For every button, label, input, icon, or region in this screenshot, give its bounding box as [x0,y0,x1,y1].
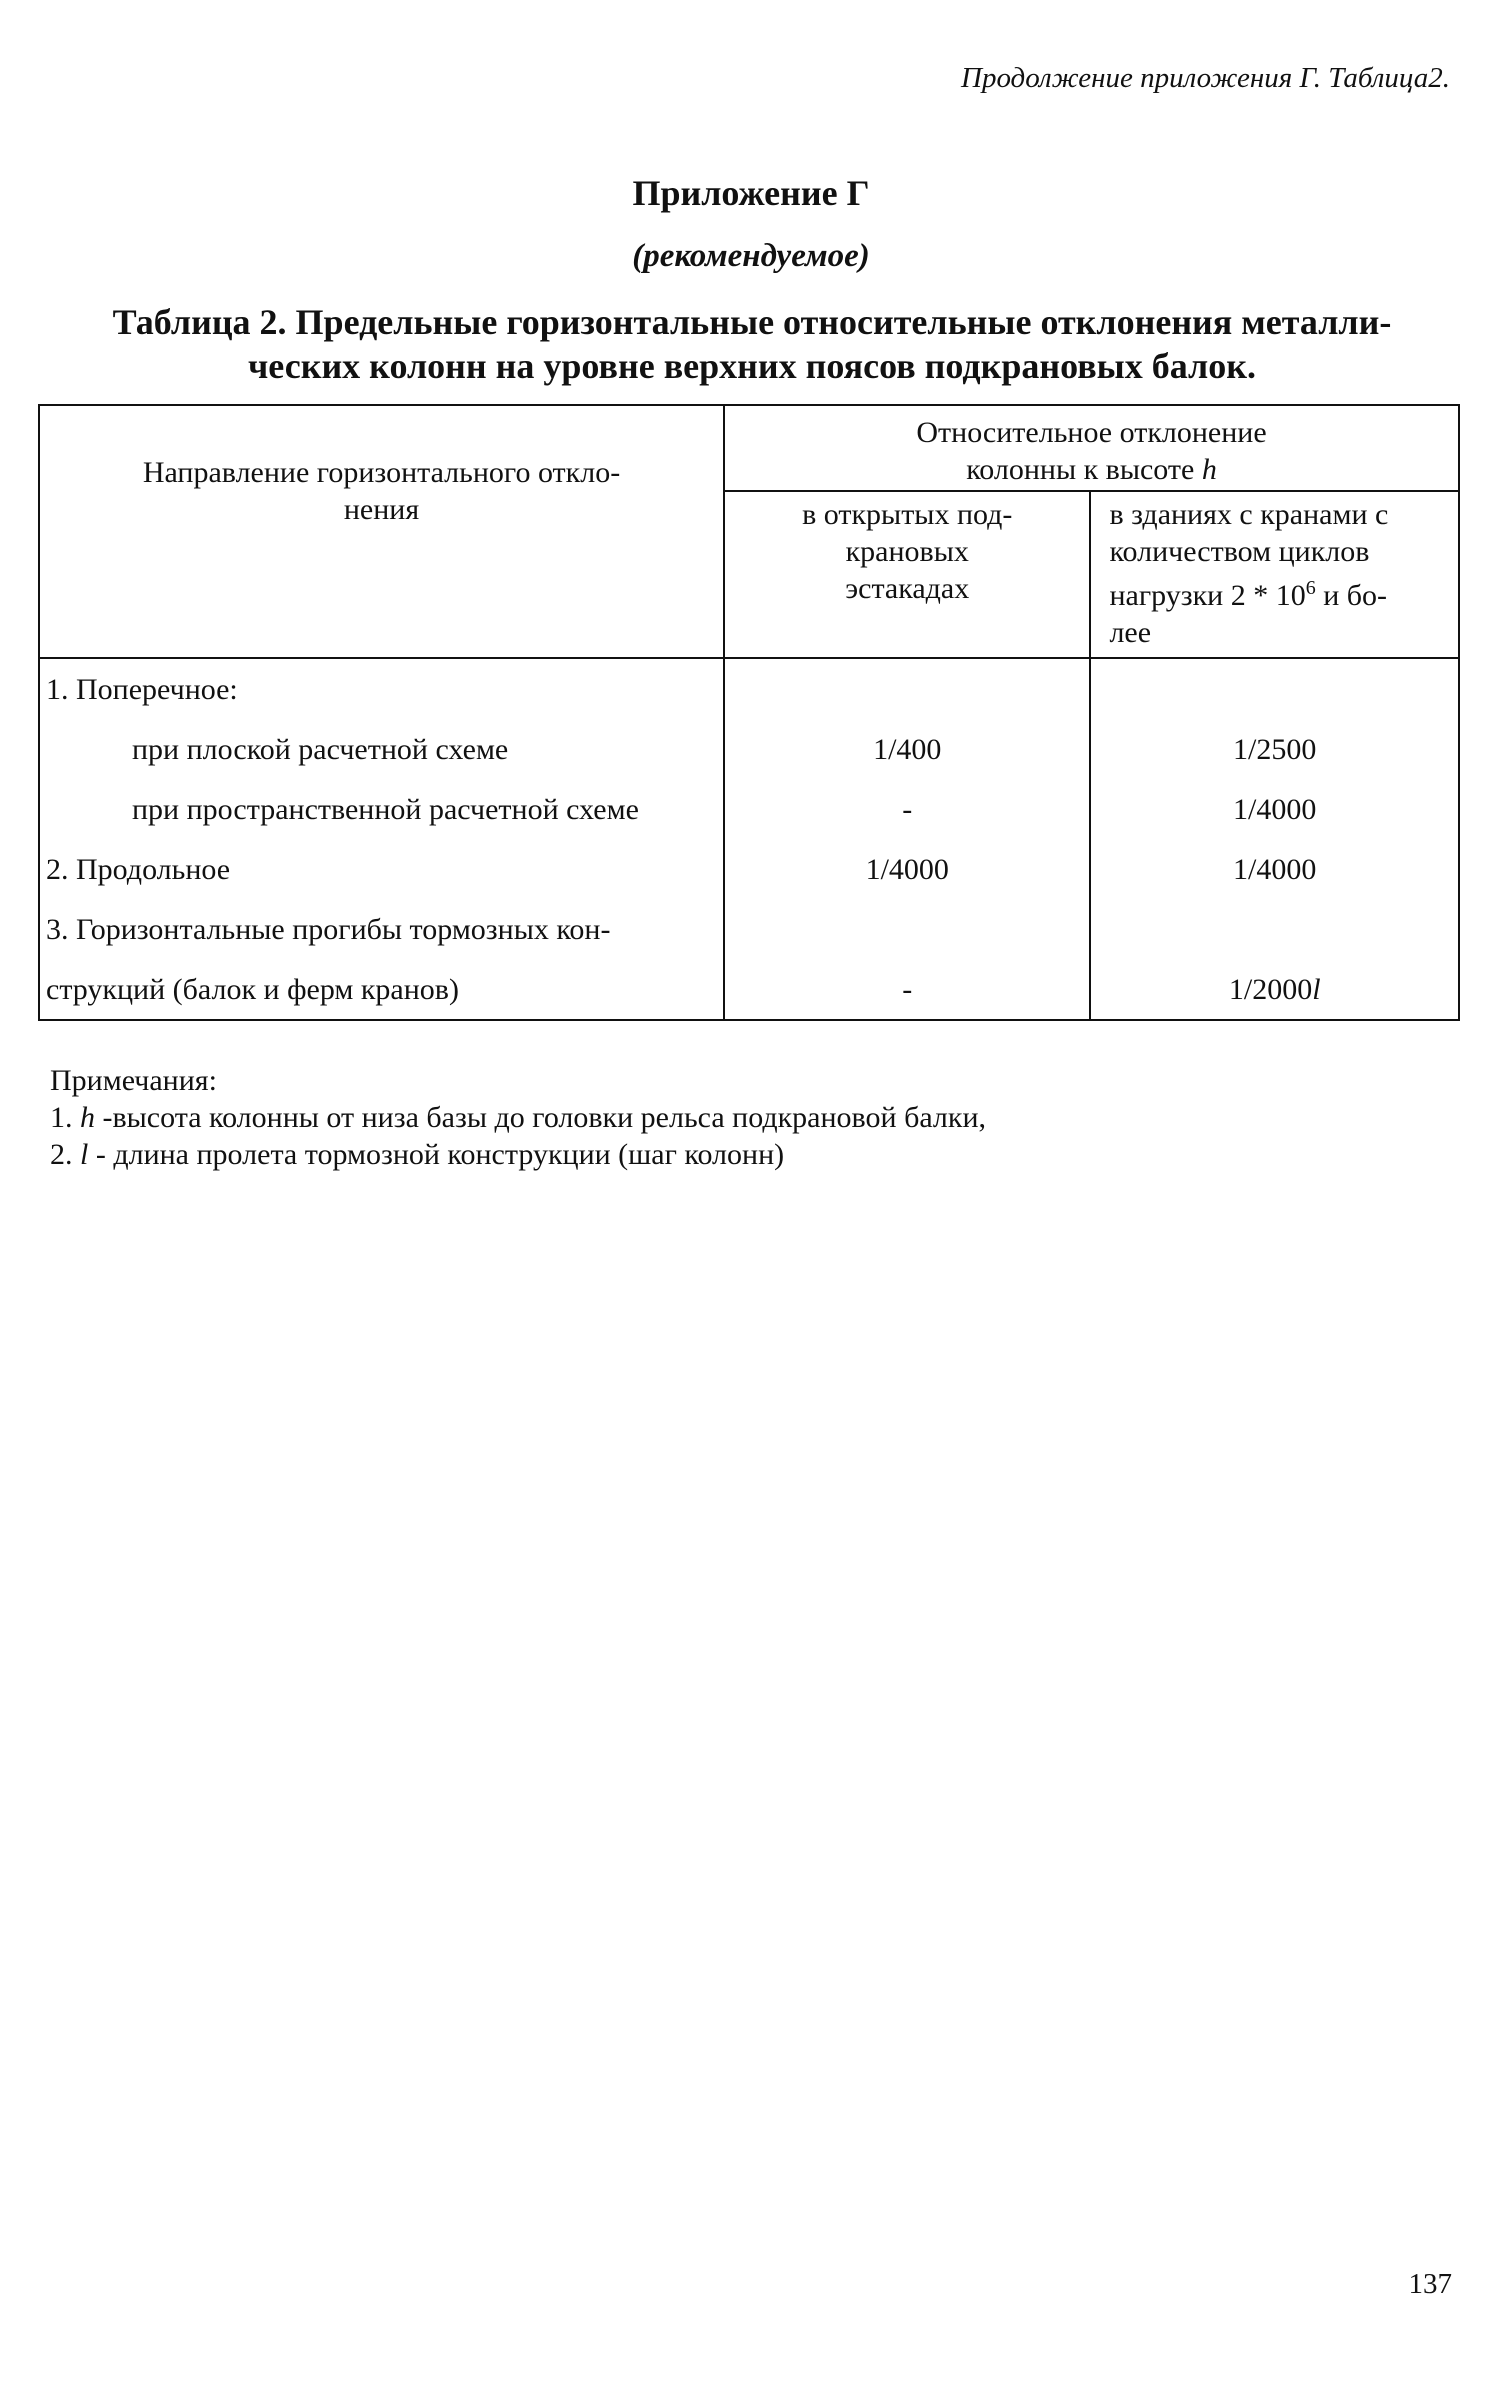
row-label: 3. Горизонтальные прогибы тормозных кон- [39,899,724,959]
header-direction-line-2: нения [343,493,420,526]
row-label: при пространственной расчетной схеме [39,779,724,839]
table-header-row [39,405,1459,491]
header-buildings-suffix: и бо- [1315,579,1388,612]
table-caption [62,300,1442,388]
header-buildings-exponent: 6 [1305,577,1316,599]
appendix-subtitle: (рекомендуемое) [632,238,870,274]
row-buildings-value [1090,959,1459,1020]
note-2 [50,1136,986,1173]
row-open-value: - [724,779,1090,839]
header-buildings-load-text: нагрузки 2 * 10 [1109,579,1306,612]
row-label: 2. Продольное [39,839,724,899]
table-caption-line-2: ческих колонн на уровне верхних поясов подкрановых балок. [248,346,1256,386]
header-buildings-line-4: лее [1109,616,1152,649]
note-1 [50,1099,986,1136]
row-open-value: 1/400 [724,719,1090,779]
row-label: при плоской расчетной схеме [39,719,724,779]
header-buildings-line-3 [1109,570,1450,614]
header-open-trestles [724,491,1090,658]
row-label: 1. Поперечное: [39,658,724,719]
deviation-table [38,404,1460,1021]
row-buildings-value: 1/2500 [1090,719,1459,779]
row-buildings-symbol: l [1312,972,1321,1006]
header-buildings-line-1: в зданиях с кранами с [1109,498,1389,531]
header-open-line-1: в открытых под- [802,498,1013,531]
row-buildings-value: 1/4000 [1090,779,1459,839]
table-caption-line-1: Таблица 2. Предельные горизонтальные относительные отклонения металли- [112,302,1392,342]
header-buildings-cranes [1090,491,1459,658]
header-direction-line-1: Направление горизонтального откло- [142,456,621,489]
notes [50,1062,986,1173]
note-1-number: 1. [50,1101,80,1134]
row-buildings-value [1090,899,1459,959]
header-direction [39,405,724,658]
header-open-line-3: эстакадах [845,572,970,605]
table-row [39,719,1459,779]
header-buildings-line-2: количеством циклов [1109,535,1370,568]
row-buildings-value: 1/4000 [1090,839,1459,899]
header-group-text: колонны к высоте [966,453,1202,486]
row-open-value: 1/4000 [724,839,1090,899]
table-row [39,899,1459,959]
row-open-value [724,658,1090,719]
running-head: Продолжение приложения Г. Таблица2. [961,62,1450,94]
row-label: струкций (балок и ферм кранов) [39,959,724,1020]
row-buildings-value [1090,658,1459,719]
row-open-value [724,899,1090,959]
header-group-line-1: Относительное отклонение [916,416,1267,449]
note-1-symbol: h [80,1101,95,1134]
row-open-value: - [724,959,1090,1020]
table-row [39,959,1459,1020]
header-group-line-2 [729,451,1454,488]
appendix-title: Приложение Г [632,173,870,213]
notes-title: Примечания: [50,1064,217,1097]
table-row [39,658,1459,719]
header-group-symbol: h [1201,453,1217,486]
page-number: 137 [1408,2268,1452,2300]
note-1-text: -высота колонны от низа базы до головки рельса подкрановой балки, [95,1101,987,1134]
note-2-number: 2. [50,1138,80,1171]
row-buildings-number: 1/2000 [1228,972,1313,1006]
table-row [39,779,1459,839]
note-2-symbol: l [80,1138,89,1171]
note-2-text: - длина пролета тормозной конструкции (шаг колонн) [88,1138,785,1171]
header-relative-deviation [724,405,1459,491]
table-row [39,839,1459,899]
header-open-line-2: крановых [845,535,969,568]
